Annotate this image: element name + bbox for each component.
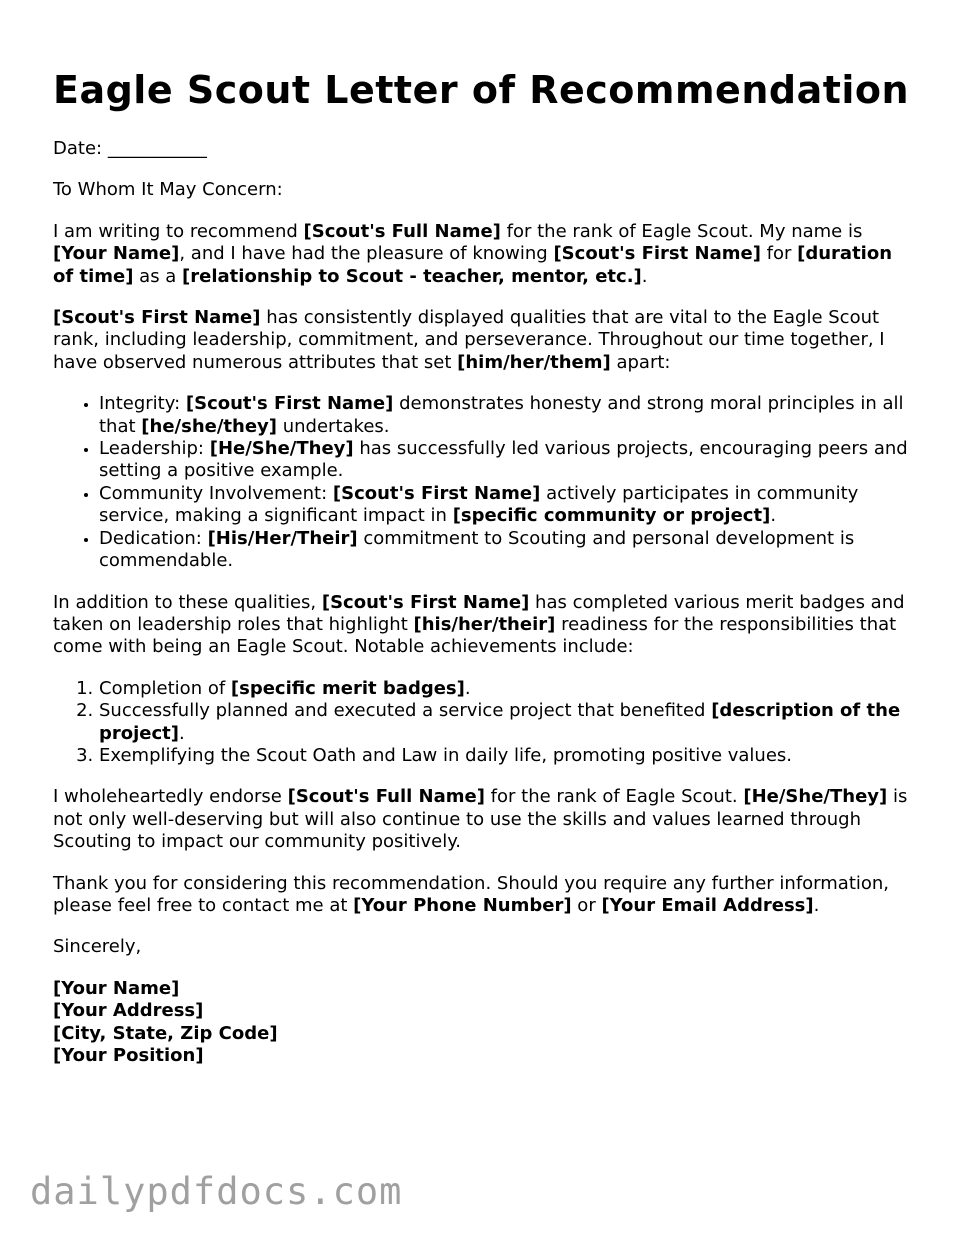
qualities-list	[53, 393, 913, 572]
signature-name: [Your Name]	[53, 977, 180, 999]
salutation: To Whom It May Concern:	[53, 179, 283, 201]
date-blank: ___________	[107, 138, 207, 159]
list-item: • Leadership: [He/She/They] has successfully led various projects, encouraging peers and setting a positive example.	[99, 438, 913, 483]
signature-block	[53, 978, 913, 1068]
list-item: • Community Involvement: [Scout's First Name] actively participates in community service, making a significant impact in [specific community or project].	[99, 483, 913, 528]
letter-body	[53, 138, 913, 1086]
list-item: 3. Exemplifying the Scout Oath and Law in daily life, promoting positive values.	[99, 745, 913, 767]
date-label: Date:	[53, 138, 103, 159]
list-item: 2. Successfully planned and executed a service project that benefited [description of the project].	[99, 700, 913, 745]
signature-address: [Your Address]	[53, 1000, 204, 1022]
qualities-paragraph: [Scout's First Name] has consistently displayed qualities that are vital to the Eagle Scout rank, including leadership, commitment, and perseverance. Throughout our time together, I have observed numerous attributes that set [him/her/them] apart:	[53, 307, 885, 373]
endorsement-paragraph: I wholeheartedly endorse [Scout's Full Name] for the rank of Eagle Scout. [He/She/They] is not only well-deserving but will also continue to use the skills and values learned through Scouting to impact our community positively.	[53, 786, 908, 853]
watermark: dailypdfdocs.com	[30, 1170, 403, 1213]
list-item: • Integrity: [Scout's First Name] demonstrates honesty and strong moral principles in all that [he/she/they] undertakes.	[99, 393, 913, 438]
signature-position: [Your Position]	[53, 1045, 204, 1066]
signature-city-state-zip: [City, State, Zip Code]	[53, 1022, 278, 1044]
page-title: Eagle Scout Letter of Recommendation	[53, 68, 910, 112]
date-line	[53, 138, 913, 160]
intro-paragraph: I am writing to recommend [Scout's Full Name] for the rank of Eagle Scout. My name is [Your Name], and I have had the pleasure of knowing [Scout's First Name] for [duration of time] as a [relationship to Scout - teacher, mentor, etc.].	[53, 220, 893, 287]
achievements-list	[53, 678, 913, 768]
contact-paragraph: Thank you for considering this recommendation. Should you require any further information, please feel free to contact me at [Your Phone Number] or [Your Email Address].	[53, 872, 890, 916]
closing: Sincerely,	[53, 936, 142, 958]
list-item: 1. Completion of [specific merit badges].	[99, 678, 913, 700]
achievements-paragraph: In addition to these qualities, [Scout's First Name] has completed various merit badges and taken on leadership roles that highlight [his/her/their] readiness for the responsibilities that come with being an Eagle Scout. Notable achievements include:	[53, 591, 905, 658]
list-item: • Dedication: [His/Her/Their] commitment to Scouting and personal development is commendable.	[99, 528, 913, 573]
